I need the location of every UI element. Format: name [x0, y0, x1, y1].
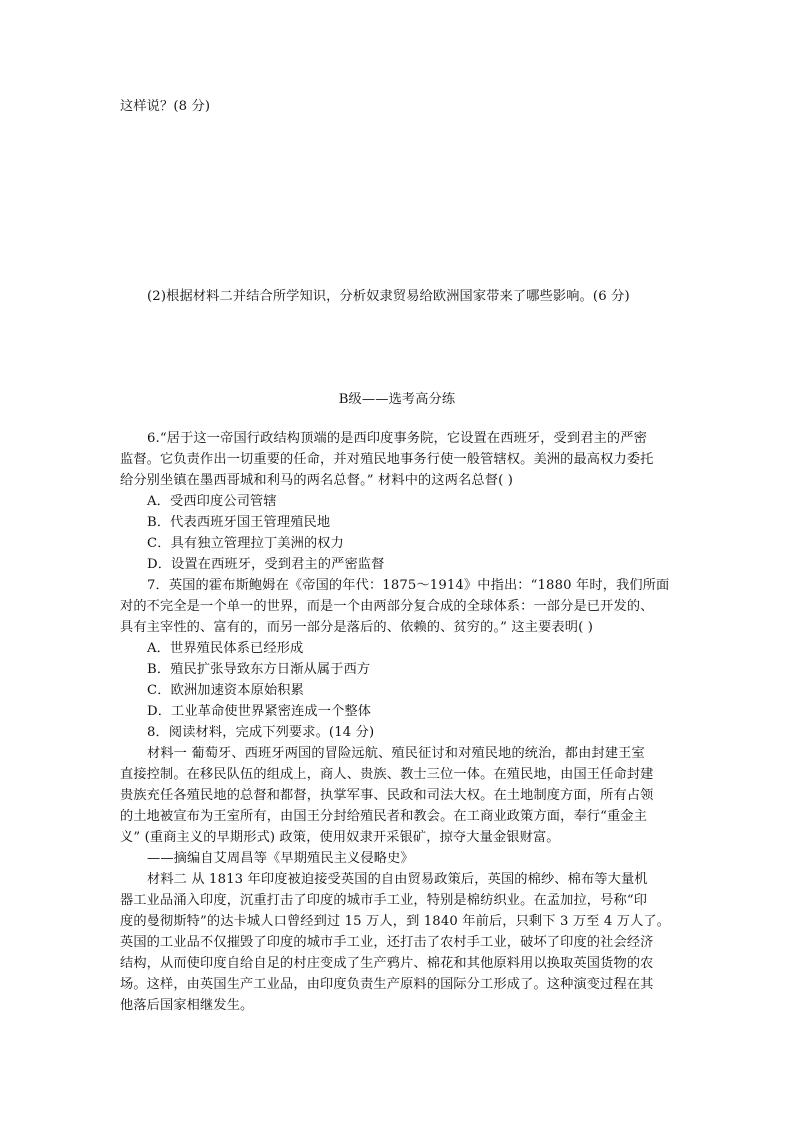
material-1-line: 直接控制。在移民队伍的组成上，商人、贵族、教士三位一体。在殖民地，由国王任命封建 [120, 767, 654, 782]
question-7-line: 对的不完全是一个单一的世界，而是一个由两部分复合成的全球体系：一部分是已开发的、 [120, 599, 654, 614]
material-2-line: 度的曼彻斯特”的达卡城人口曾经到过 15 万人，到 1840 年前后，只剩下 3 万至 4 万人了。 [120, 914, 671, 929]
material-2-line: 结构，从而使印度自给自足的村庄变成了生产鸦片、棉花和其他原料用以换取英国货物的农 [120, 956, 654, 971]
material-2-line: 器工业品涌入印度，沉重打击了印度的城市手工业，特别是棉纺织业。在孟加拉，号称“印 [120, 893, 648, 908]
question-7-line: 7．英国的霍布斯鲍姆在《帝国的年代：1875～1914》中指出：“1880 年时，我们所面 [147, 578, 670, 593]
question-7-option-b: B．殖民扩张导致东方日渐从属于西方 [147, 662, 371, 677]
material-2-line: 英国的工业品不仅摧毁了印度的城市手工业，还打击了农村手工业，破坏了印度的社会经济 [120, 935, 654, 950]
previous-question-tail: 这样说？(8 分) [120, 99, 211, 114]
question-2-text: (2)根据材料二并结合所学知识，分析奴隶贸易给欧洲国家带来了哪些影响。(6 分) [147, 289, 630, 304]
question-7-line: 具有主宰性的、富有的，而另一部分是落后的、依赖的、贫穷的。” 这主要表明( ) [120, 620, 594, 635]
material-2-line: 场。这样，由英国生产工业品，由印度负责生产原料的国际分工形成了。这种演变过程在其 [120, 977, 654, 992]
question-7-option-d: D．工业革命使世界紧密连成一个整体 [147, 704, 372, 719]
section-title: B级——选考高分练 [338, 392, 456, 407]
question-6-line: 监督。它负责作出一切重要的任命，并对殖民地事务行使一般管辖权。美洲的最高权力委托 [120, 452, 654, 467]
question-6-line: 6.“居于这一帝国行政结构顶端的是西印度事务院，它设置在西班牙，受到君主的严密 [147, 431, 647, 446]
material-1-line: 的土地被宣布为王室所有，由国王分封给殖民者和教会。在工商业政策方面，奉行“重金主 [120, 809, 648, 824]
question-6-option-b: B．代表西班牙国王管理殖民地 [147, 515, 331, 530]
question-6-option-c: C．具有独立管理拉丁美洲的权力 [147, 536, 344, 551]
question-7-option-c: C．欧洲加速资本原始积累 [147, 683, 304, 698]
material-2-line: 材料二 从 1813 年印度被迫接受英国的自由贸易政策后，英国的棉纱、棉布等大量机 [147, 872, 648, 887]
question-7-option-a: A．世界殖民体系已经形成 [147, 641, 304, 656]
question-6-option-d: D．设置在西班牙，受到君主的严密监督 [147, 557, 385, 572]
material-1-line: 贵族充任各殖民地的总督和都督，执掌军事、民政和司法大权。在土地制度方面，所有占领 [120, 788, 654, 803]
material-1-line: 材料一 葡萄牙、西班牙两国的冒险远航、殖民征讨和对殖民地的统治，都由封建王室 [147, 746, 645, 761]
question-6-option-a: A．受西印度公司管辖 [147, 494, 277, 509]
question-8-stem: 8．阅读材料，完成下列要求。(14 分) [147, 725, 375, 740]
material-2-line: 他落后国家相继发生。 [120, 998, 254, 1013]
material-1-source: ——摘编自艾周昌等《早期殖民主义侵略史》 [147, 851, 414, 866]
material-1-line: 义” (重商主义的早期形式) 政策，使用奴隶开采银矿，掠夺大量金银财富。 [120, 830, 560, 845]
question-6-line: 给分别坐镇在墨西哥城和利马的两名总督。” 材料中的这两名总督( ) [120, 473, 514, 488]
